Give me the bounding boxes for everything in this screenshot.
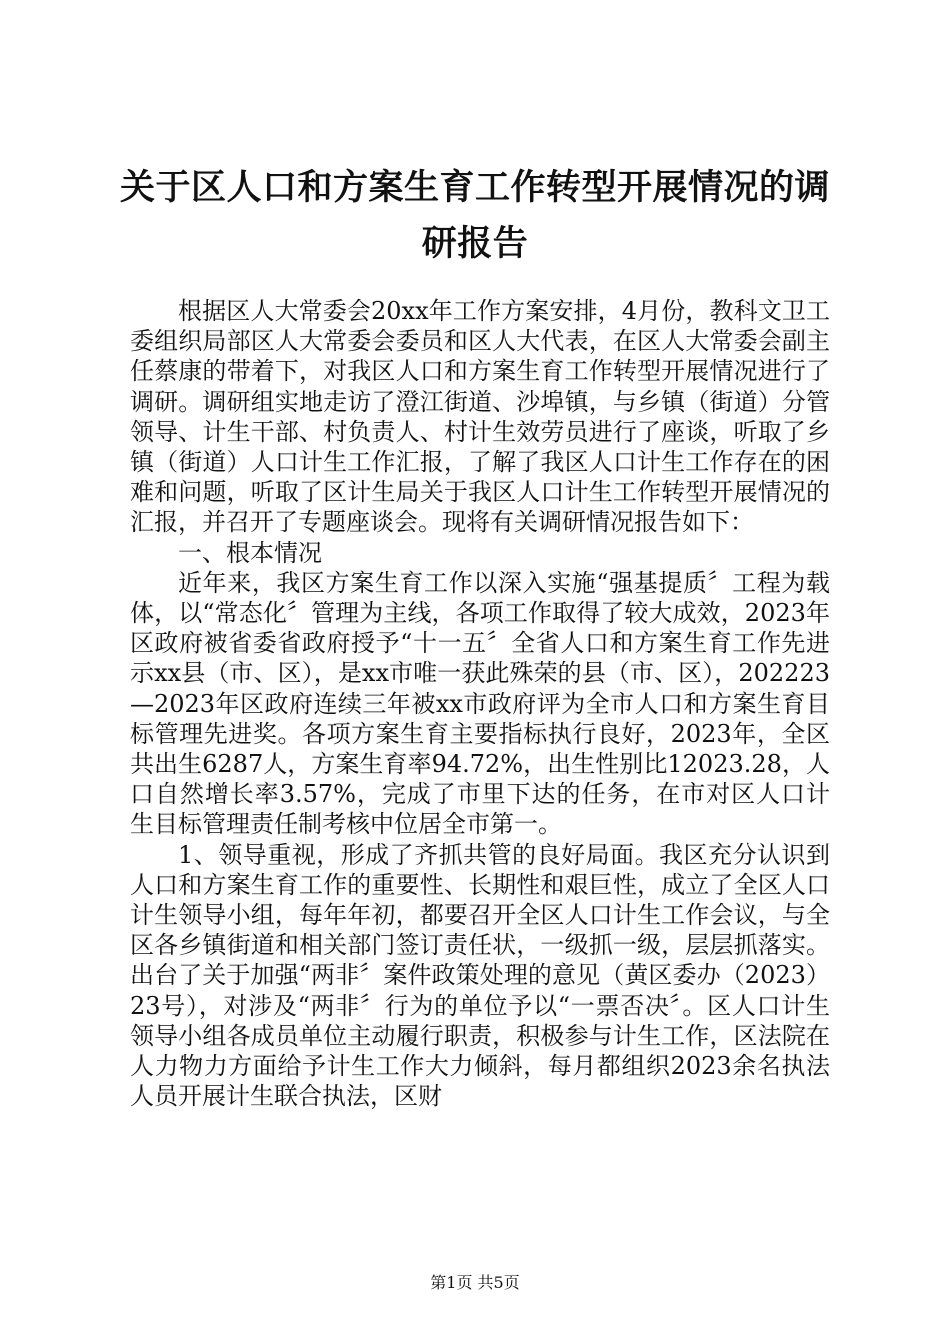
paragraph-intro: 根据区人大常委会20xx年工作方案安排，4月份，教科文卫工委组织局部区人大常委会委员和区人大代表，在区人大常委会副主任蔡康的带着下，对我区人口和方案生育工作转型开展情况进行了调研。调研组实地走访了澄江街道、沙埠镇，与乡镇（街道）分管领导、计生干部、村负责人、村计生效劳员进行了座谈，听取了乡镇（街道）人口计生工作汇报，了解了我区人口计生工作存在的困难和问题，听取了区计生局关于我区人口计生工作转型开展情况的汇报，并召开了专题座谈会。现将有关调研情况报告如下： [130, 297, 830, 537]
document-title: 关于区人口和方案生育工作转型开展情况的调研报告 [119, 167, 830, 264]
paragraph-recent-years: 近年来，我区方案生育工作以深入实施“强基提质〞工程为载体，以“常态化〞管理为主线，各项工作取得了较大成效，2023年区政府被省委省政府授予“十一五〞全省人口和方案生育工作先进示xx县（市、区），是xx市唯一获此殊荣的县（市、区），202223—2023年区政府连续三年被xx市政府评为全市人口和方案生育目标管理先进奖。各项方案生育主要指标执行良好，2023年，全区共出生6287人，方案生育率94.72%，出生性别比12023.28，人口自然增长率3.57%，完成了市里下达的任务，在市对区人口计生目标管理责任制考核中位居全市第一。 [130, 568, 830, 839]
page-footer: 第1页 共5页 [430, 1273, 520, 1292]
document-body [130, 296, 830, 1111]
paragraph-leadership: 1、领导重视，形成了齐抓共管的良好局面。我区充分认识到人口和方案生育工作的重要性、长期性和艰巨性，成立了全区人口计生领导小组，每年年初，都要召开全区人口计生工作会议，与全区各乡镇街道和相关部门签订责任状，一级抓一级，层层抓落实。出台了关于加强“两非〞案件政策处理的意见（黄区委办（2023）23号），对涉及“两非〞行为的单位予以“一票否决〞。区人口计生领导小组各成员单位主动履行职责，积极参与计生工作，区法院在人力物力方面给予计生工作大力倾斜，每月都组织2023余名执法人员开展计生联合执法，区财 [130, 840, 830, 1111]
section-heading-basic-situation: 一、根本情况 [178, 538, 322, 567]
